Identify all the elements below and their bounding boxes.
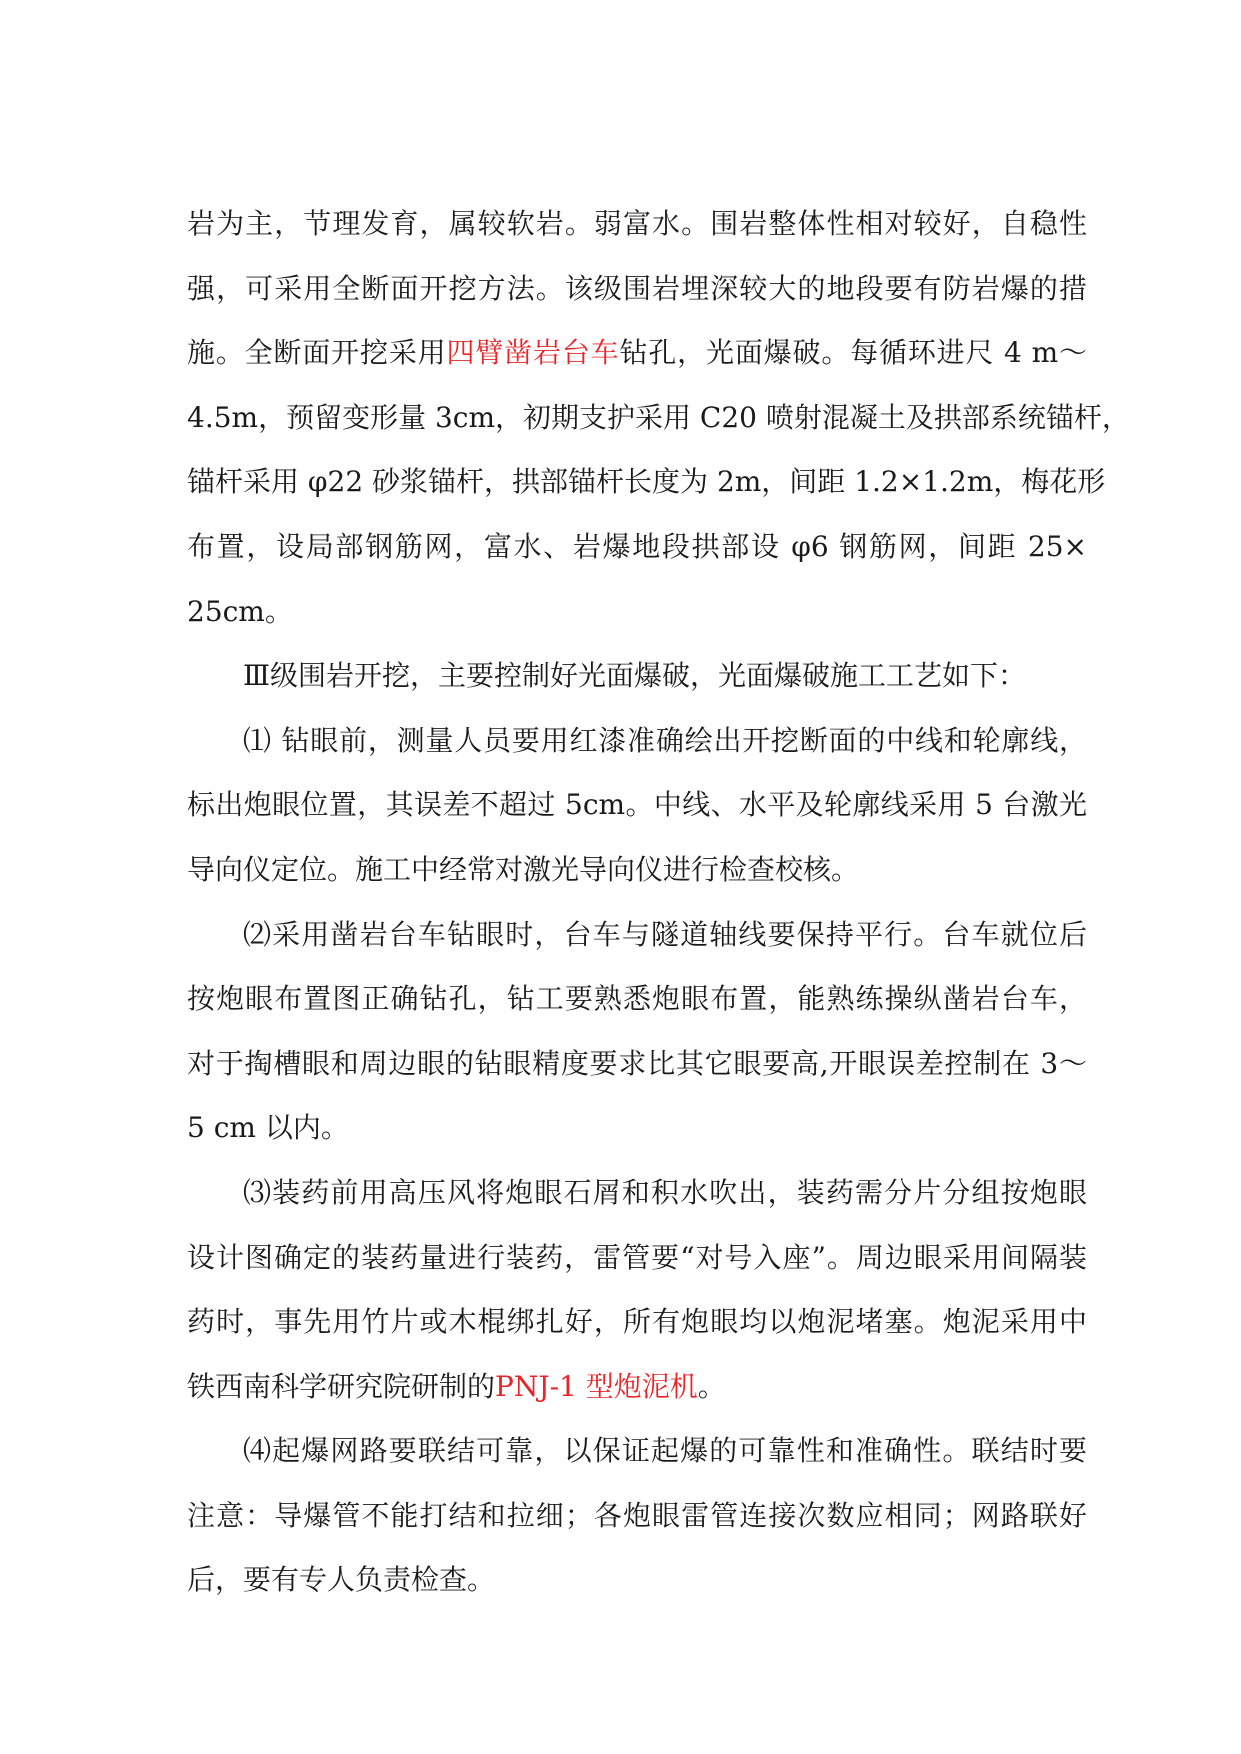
text-line: ⑵采用凿岩台车钻眼时，台车与隧道轴线要保持平行。台车就位后 xyxy=(243,917,1087,951)
paragraph-step-4 xyxy=(187,1419,1087,1613)
text-line: 药时，事先用竹片或木棍绑扎好，所有炮眼均以炮泥堵塞。炮泥采用中 xyxy=(187,1305,1087,1339)
text-line: Ⅲ级围岩开挖，主要控制好光面爆破，光面爆破施工工艺如下： xyxy=(243,659,1027,693)
text-line: 25cm。 xyxy=(187,594,293,628)
text-line: 4.5m，预留变形量 3cm，初期支护采用 C20 喷射混凝土及拱部系统锚杆， xyxy=(187,400,1130,434)
text-run: 钻孔，光面爆破。每循环进尺 4 m～ xyxy=(619,336,1087,370)
text-line: 岩为主，节理发育，属较软岩。弱富水。围岩整体性相对较好，自稳性 xyxy=(187,207,1087,240)
text-line: 5 cm 以内。 xyxy=(187,1111,349,1145)
paragraph-excavation-intro xyxy=(187,644,1087,709)
text-line xyxy=(187,321,1087,386)
highlighted-term: PNJ-1 型炮泥机 xyxy=(495,1369,698,1403)
text-line: ⑶装药前用高压风将炮眼石屑和积水吹出，装药需分片分组按炮眼 xyxy=(243,1175,1087,1209)
text-line: 锚杆采用 φ22 砂浆锚杆，拱部锚杆长度为 2m，间距 1.2×1.2m，梅花形 xyxy=(187,465,1106,499)
text-line: 标出炮眼位置，其误差不超过 5cm。中线、水平及轮廓线采用 5 台激光 xyxy=(187,788,1087,822)
text-line: 导向仪定位。施工中经常对激光导向仪进行检查校核。 xyxy=(187,852,860,886)
text-run: 铁西南科学研究院研制的 xyxy=(187,1369,496,1403)
highlighted-term: 四臂凿岩台车 xyxy=(446,336,620,370)
text-line xyxy=(187,1355,1087,1420)
paragraph-step-2 xyxy=(187,903,1087,1161)
paragraph-step-3 xyxy=(187,1161,1087,1419)
paragraph-step-1 xyxy=(187,709,1087,903)
paragraph-rock-description xyxy=(187,192,1130,644)
text-line: 注意：导爆管不能打结和拉细；各炮眼雷管连接次数应相同；网路联好 xyxy=(187,1498,1087,1532)
text-line: 强，可采用全断面开挖方法。该级围岩埋深较大的地段要有防岩爆的措 xyxy=(187,271,1087,305)
text-line: 设计图确定的装药量进行装药，雷管要“对号入座”。周边眼采用间隔装 xyxy=(187,1240,1087,1274)
text-line: ⑴ 钻眼前，测量人员要用红漆准确绘出开挖断面的中线和轮廓线， xyxy=(243,723,1087,757)
text-run: 施。全断面开挖采用 xyxy=(187,336,447,370)
text-line: ⑷起爆网路要联结可靠，以保证起爆的可靠性和准确性。联结时要 xyxy=(243,1434,1087,1468)
text-line: 后，要有专人负责检查。 xyxy=(187,1563,496,1597)
text-run: 。 xyxy=(697,1369,726,1403)
text-line: 对于掏槽眼和周边眼的钻眼精度要求比其它眼要高,开眼误差控制在 3～ xyxy=(187,1046,1087,1080)
text-line: 按炮眼布置图正确钻孔，钻工要熟悉炮眼布置，能熟练操纵凿岩台车， xyxy=(187,982,1087,1016)
document-body xyxy=(187,192,1130,1613)
text-line: 布置，设局部钢筋网，富水、岩爆地段拱部设 φ6 钢筋网，间距 25× xyxy=(187,529,1087,563)
